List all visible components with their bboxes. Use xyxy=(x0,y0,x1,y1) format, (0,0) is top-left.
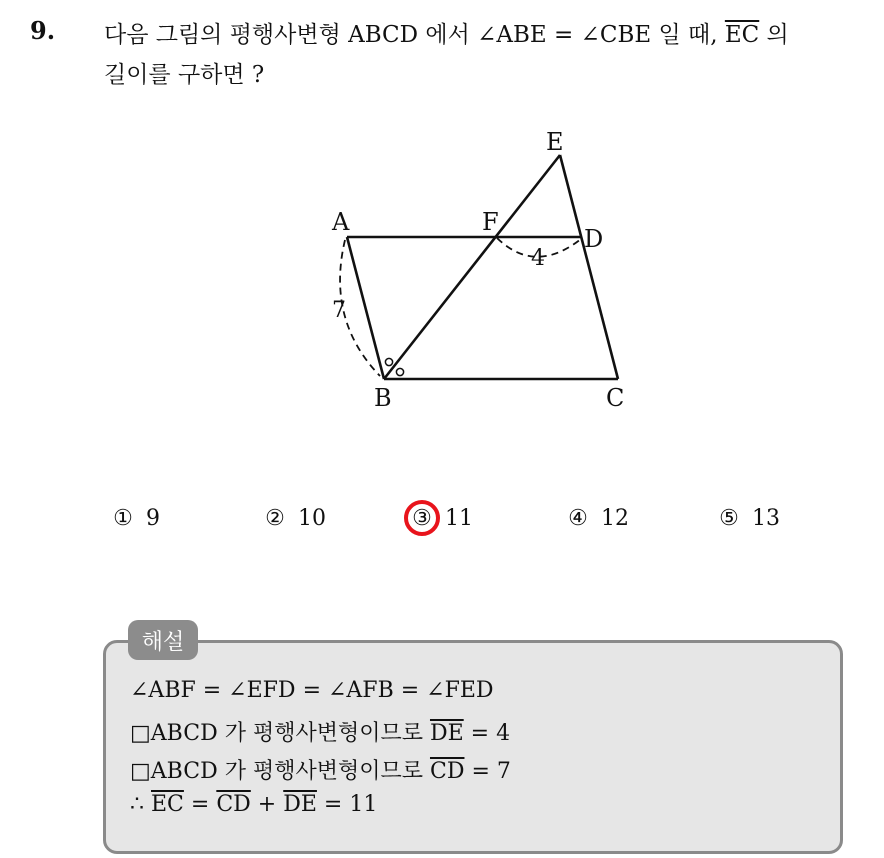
solution-box xyxy=(103,640,843,854)
choice-2[interactable] xyxy=(262,506,326,531)
vertex-label-d: D xyxy=(584,225,604,253)
selected-answer-circle xyxy=(404,500,440,536)
vertex-label-b: B xyxy=(374,384,392,412)
choice-value: 10 xyxy=(298,506,326,531)
solution-text: = 4 xyxy=(463,721,511,746)
choice-value: 11 xyxy=(445,506,473,531)
vertex-label-a: A xyxy=(332,208,350,236)
segment-ec: $\overline{EC}$ xyxy=(724,22,760,48)
equals-sign: = xyxy=(183,792,217,817)
question-text-line2: 길이를 구하면 ? xyxy=(104,62,265,88)
line-ce xyxy=(560,155,618,379)
therefore-symbol: ∴ xyxy=(130,792,151,817)
choice-number: ③ xyxy=(412,506,432,531)
segment-de: $\overline{DE}$ xyxy=(429,721,464,746)
choice-value: 13 xyxy=(752,506,780,531)
solution-line-2 xyxy=(130,716,510,747)
segment-ec: $\overline{EC}$ xyxy=(151,792,184,817)
answer-choices xyxy=(0,506,884,540)
vertex-label-f: F xyxy=(482,208,499,236)
choice-number: ② xyxy=(265,506,285,531)
angle-mark-cbe xyxy=(396,368,403,375)
length-label-ab: 7 xyxy=(332,298,346,323)
segment-de: $\overline{DE}$ xyxy=(283,792,317,817)
angle-mark-abe xyxy=(385,358,392,365)
dashed-arc-ab xyxy=(340,240,380,376)
question-text-b: 의 xyxy=(759,22,789,48)
length-label-fd: 4 xyxy=(531,246,545,271)
solution-line-4 xyxy=(130,792,377,817)
choice-value: 9 xyxy=(146,506,160,531)
solution-text: = 7 xyxy=(464,759,511,784)
solution-tag: 해설 xyxy=(128,620,198,660)
solution-text: □ABCD 가 평행사변형이므로 xyxy=(130,721,430,746)
choice-number: ⑤ xyxy=(719,506,739,531)
question-text-a: 다음 그림의 평행사변형 ABCD 에서 ∠ABE = ∠CBE 일 때, xyxy=(104,22,725,48)
segment-cd: $\overline{CD}$ xyxy=(429,759,465,784)
choice-value: 12 xyxy=(601,506,629,531)
solution-line-1: ∠ABF = ∠EFD = ∠AFB = ∠FED xyxy=(130,678,494,703)
choice-1[interactable] xyxy=(110,506,160,531)
question-number: 9. xyxy=(30,16,56,45)
vertex-label-c: C xyxy=(606,384,625,412)
plus-sign: + xyxy=(250,792,284,817)
solution-line-3 xyxy=(130,754,511,785)
choice-number: ① xyxy=(113,506,133,531)
segment-cd: $\overline{CD}$ xyxy=(216,792,251,817)
choice-4[interactable] xyxy=(565,506,629,531)
result-text: = 11 xyxy=(316,792,378,817)
solution-text: □ABCD 가 평행사변형이므로 xyxy=(130,759,430,784)
vertex-label-e: E xyxy=(546,128,564,156)
choice-5[interactable] xyxy=(716,506,780,531)
choice-number: ④ xyxy=(568,506,588,531)
